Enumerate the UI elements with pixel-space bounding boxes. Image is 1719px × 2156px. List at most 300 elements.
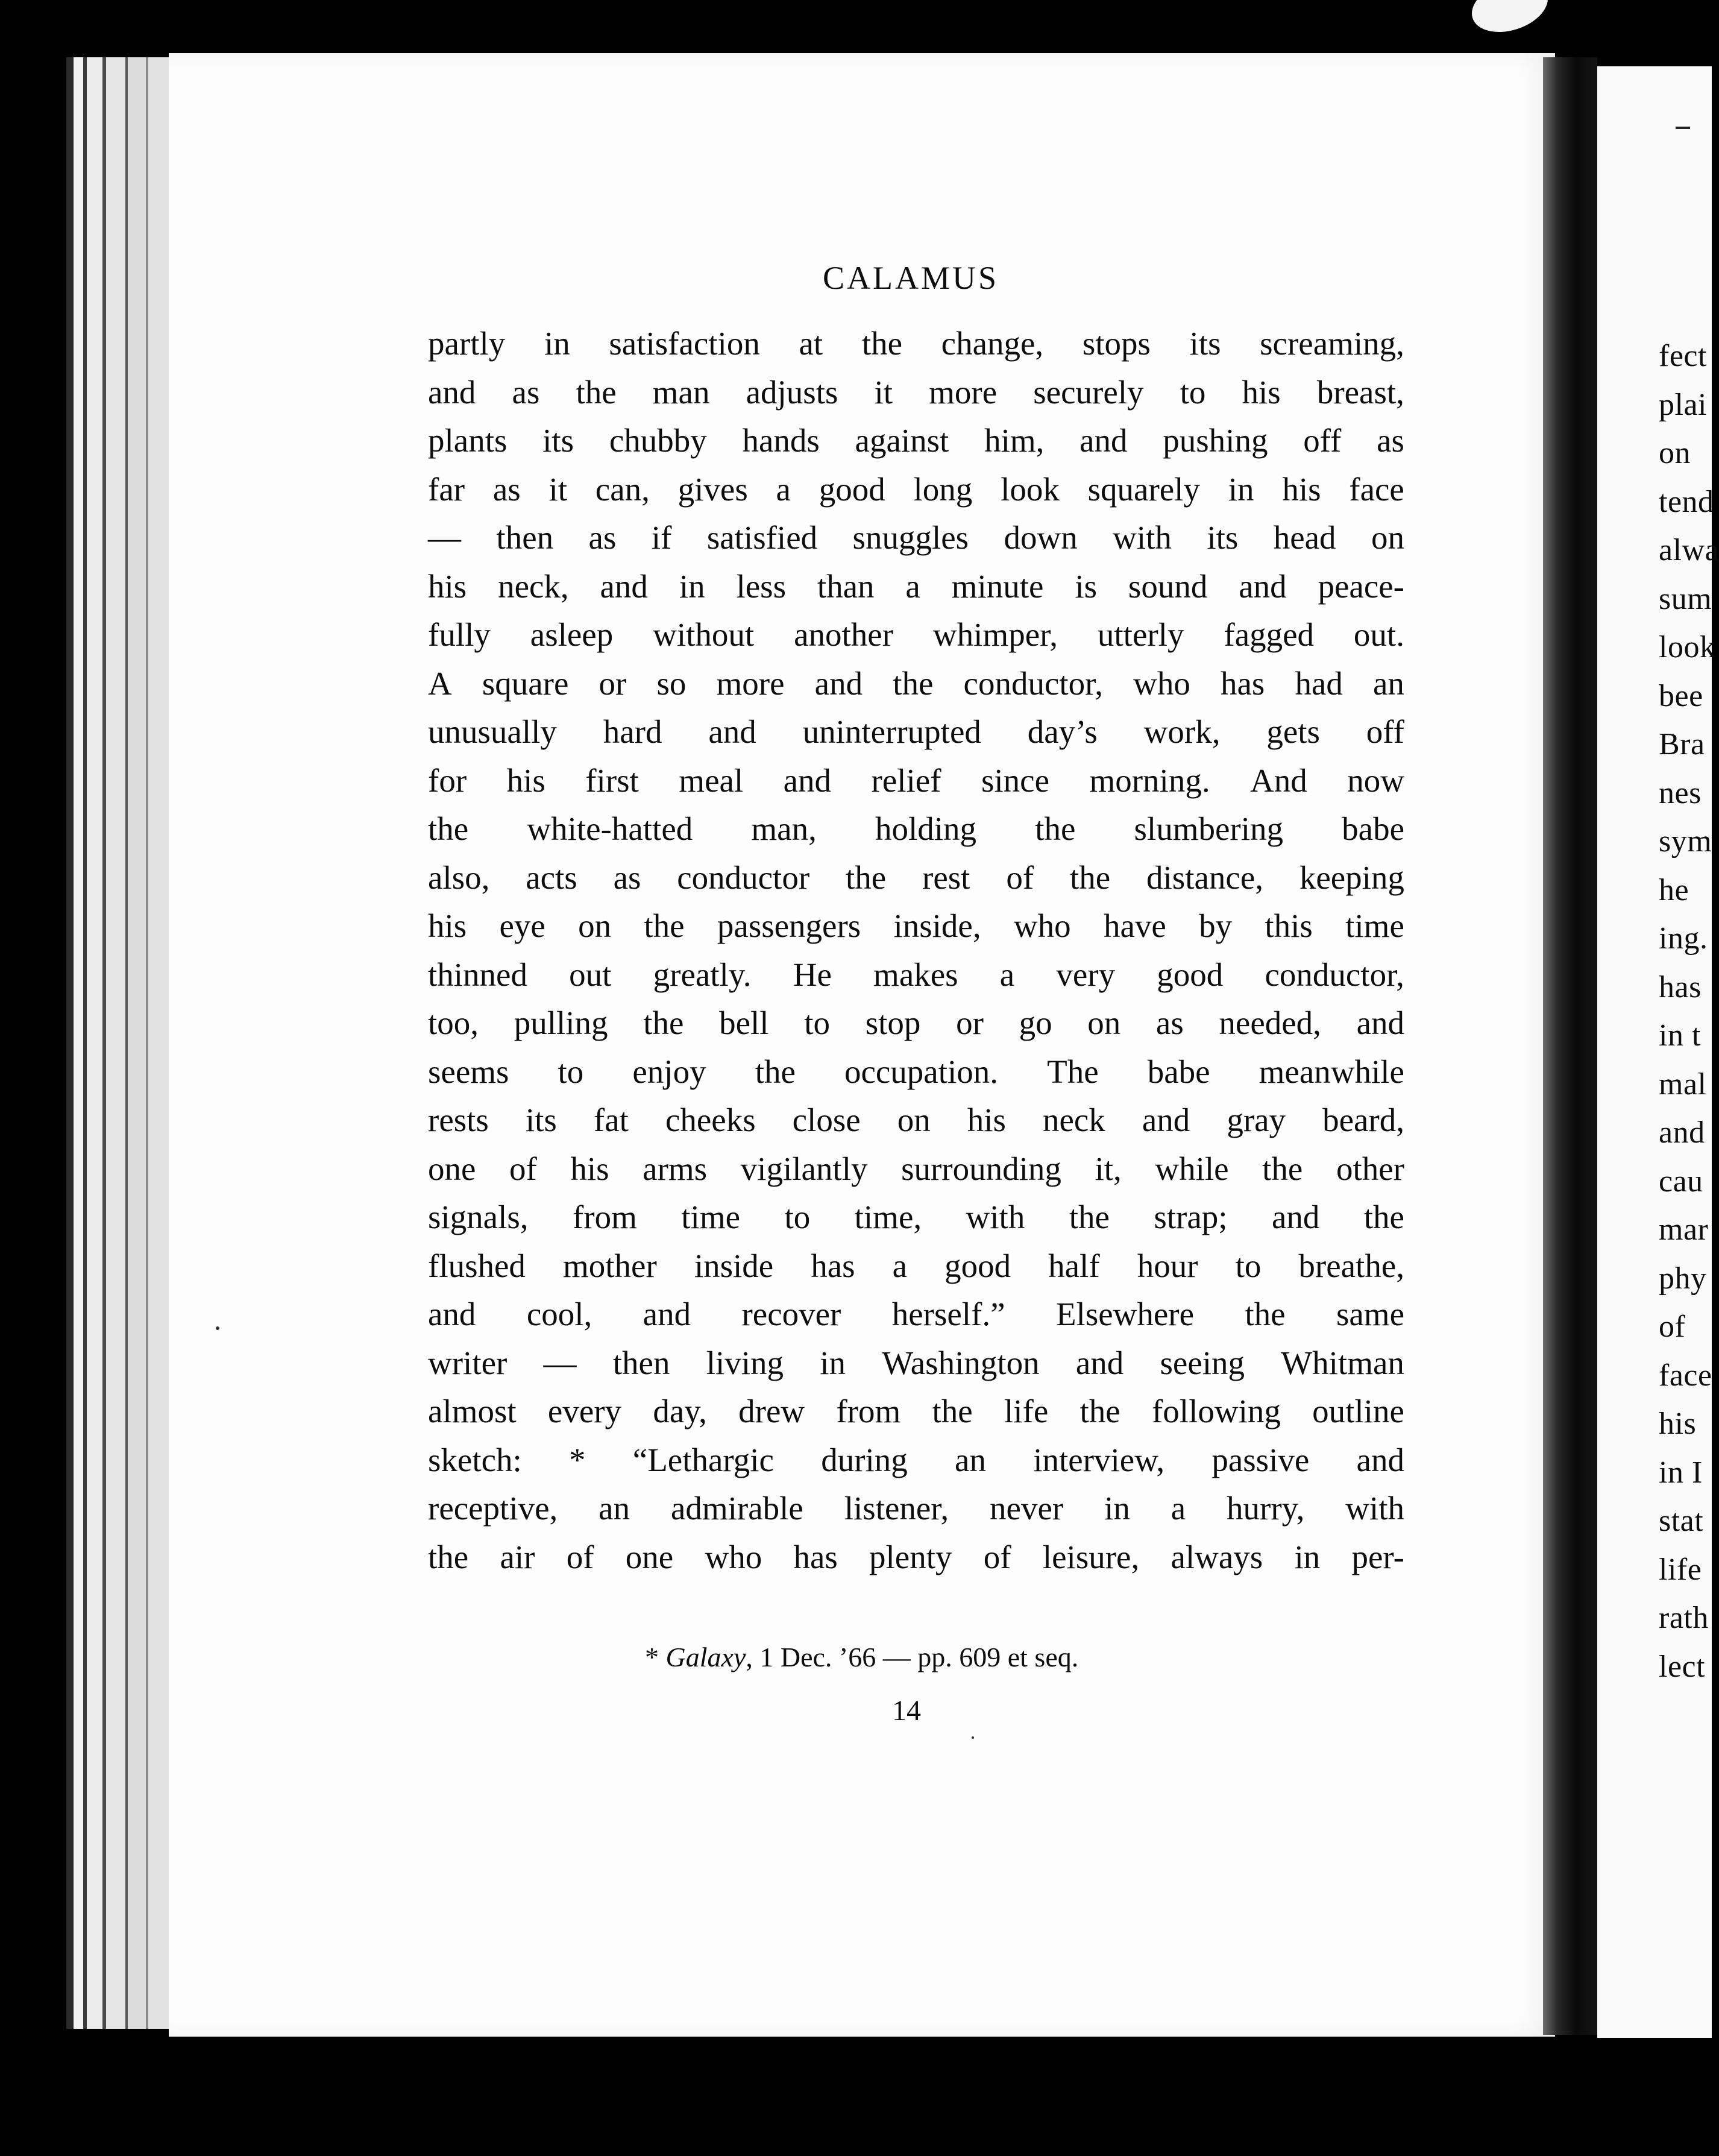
word: peace- — [1318, 567, 1404, 605]
word: screaming, — [1260, 325, 1404, 362]
word: him, — [984, 422, 1045, 459]
word: on — [1087, 1004, 1121, 1041]
word: this — [1265, 907, 1313, 944]
facing-page-fragment: and — [1659, 1115, 1705, 1150]
word: a — [1171, 1490, 1186, 1527]
text-line — [428, 1248, 1404, 1284]
word: good — [819, 470, 885, 508]
text-line — [428, 569, 1404, 605]
word: to — [1180, 373, 1206, 411]
word: flushed — [428, 1247, 526, 1284]
word: square — [482, 664, 569, 702]
word: day, — [653, 1393, 707, 1429]
word: A — [428, 664, 452, 702]
word: who — [1013, 907, 1071, 944]
word: and — [600, 567, 648, 605]
word: outline — [1312, 1393, 1404, 1429]
text-line — [428, 763, 1404, 799]
text-line — [428, 1345, 1404, 1381]
word: pushing — [1163, 422, 1268, 459]
footnote-journal: Galaxy — [665, 1642, 746, 1672]
text-line — [428, 860, 1404, 896]
word: receptive, — [428, 1490, 558, 1527]
word: unusually — [428, 713, 557, 750]
facing-page-fragment: Bra — [1659, 727, 1705, 761]
word: Elsewhere — [1055, 1296, 1194, 1332]
word: by — [1199, 907, 1233, 944]
word: The — [1047, 1053, 1099, 1090]
word: uninterrupted — [802, 713, 981, 750]
word: as — [512, 373, 540, 411]
word: with — [1113, 519, 1172, 556]
word: a — [999, 956, 1015, 993]
text-line — [428, 1490, 1404, 1527]
word: recover — [741, 1296, 841, 1332]
facing-page-fragment: plai — [1659, 387, 1707, 422]
word: inside — [694, 1247, 774, 1284]
word: almost — [428, 1393, 517, 1429]
word: in — [1104, 1490, 1130, 1527]
word: fagged — [1224, 616, 1315, 653]
text-line — [428, 1539, 1404, 1575]
word: per- — [1351, 1538, 1404, 1575]
word: with — [1345, 1490, 1404, 1527]
word: as — [492, 470, 521, 508]
word: squarely — [1087, 470, 1200, 508]
word: securely — [1033, 373, 1144, 411]
word: plenty — [869, 1538, 952, 1575]
word: in — [679, 567, 705, 605]
word: good — [944, 1247, 1011, 1284]
word: of — [1006, 859, 1034, 896]
word: it — [548, 470, 567, 508]
word: go — [1019, 1004, 1052, 1041]
word: one — [428, 1150, 476, 1187]
word: never — [990, 1490, 1064, 1527]
word: on — [578, 907, 612, 944]
word: has — [1220, 664, 1265, 702]
word: first — [585, 761, 639, 799]
word: to — [784, 1199, 811, 1235]
word: another — [794, 616, 894, 653]
word: its — [525, 1102, 557, 1138]
word: hard — [603, 713, 662, 750]
word: time — [1345, 907, 1404, 944]
word: more — [929, 373, 998, 411]
word: off — [1366, 713, 1404, 750]
word: as — [1377, 422, 1404, 459]
word: distance, — [1146, 859, 1263, 896]
word: and — [1356, 1004, 1404, 1041]
word: in — [1228, 470, 1254, 508]
word: out — [569, 956, 612, 993]
word: on — [1371, 519, 1404, 556]
word: and — [428, 373, 476, 411]
facing-page-fragment: stat — [1659, 1504, 1704, 1538]
word: so — [656, 664, 687, 702]
word: as — [1155, 1004, 1184, 1041]
word: morning. — [1089, 761, 1210, 799]
word: signals, — [428, 1199, 529, 1235]
word: meanwhile — [1259, 1053, 1404, 1090]
word: keeping — [1299, 859, 1404, 896]
text-line — [428, 714, 1404, 750]
word: and — [428, 1296, 476, 1332]
facing-page — [1597, 66, 1719, 2038]
word: thinned — [428, 956, 527, 993]
word: rests — [428, 1102, 489, 1138]
word: stop — [865, 1004, 921, 1041]
word: herself.” — [891, 1296, 1005, 1332]
word: enjoy — [632, 1053, 706, 1090]
facing-page-fragment: life — [1659, 1552, 1702, 1587]
word: from — [836, 1393, 901, 1429]
word: and — [1142, 1102, 1190, 1138]
word: vigilantly — [740, 1150, 868, 1187]
word: “Lethargic — [632, 1441, 774, 1478]
word: more — [716, 664, 785, 702]
word: his — [967, 1102, 1006, 1138]
facing-page-fragment: cau — [1659, 1164, 1703, 1199]
word: * — [569, 1441, 586, 1478]
facing-page-fragment: in I — [1659, 1455, 1703, 1490]
word: and — [1271, 1199, 1320, 1235]
page-edges — [66, 57, 172, 2029]
word: gets — [1266, 713, 1320, 750]
word: passengers — [717, 907, 861, 944]
facing-page-fragment: fect — [1659, 339, 1707, 373]
word: can, — [595, 470, 650, 508]
word: babe — [1342, 810, 1404, 847]
word: inside, — [893, 907, 981, 944]
text-line — [428, 520, 1404, 556]
word: it, — [1095, 1150, 1122, 1187]
word: Whitman — [1281, 1344, 1404, 1381]
word: plants — [428, 422, 508, 459]
word: the — [428, 810, 469, 847]
word: utterly — [1097, 616, 1184, 653]
word: its — [1207, 519, 1239, 556]
word: close — [792, 1102, 861, 1138]
word: his — [428, 567, 467, 605]
word: good — [1157, 956, 1224, 993]
word: He — [793, 956, 832, 993]
word: a — [905, 567, 920, 605]
facing-page-fragment: face — [1659, 1358, 1712, 1393]
word: is — [1075, 567, 1098, 605]
word: gives — [677, 470, 748, 508]
word: his — [570, 1150, 609, 1187]
word: for — [428, 761, 467, 799]
word: of — [509, 1150, 537, 1187]
word: time, — [854, 1199, 922, 1235]
word: bell — [719, 1004, 769, 1041]
word: one — [625, 1538, 674, 1575]
footnote — [645, 1641, 1078, 1673]
facing-page-fragment: lect — [1659, 1649, 1706, 1684]
word: same — [1336, 1296, 1404, 1332]
word: white-hatted — [527, 810, 693, 847]
word: breathe, — [1298, 1247, 1404, 1284]
text-line — [428, 374, 1404, 411]
facing-page-fragment: in t — [1659, 1018, 1701, 1053]
scan-artifact — [1465, 0, 1554, 41]
word: to — [804, 1004, 831, 1041]
word: a — [776, 470, 791, 508]
word: while — [1155, 1150, 1229, 1187]
word: conductor, — [963, 664, 1103, 702]
word: the — [1245, 1296, 1286, 1332]
word: his — [1242, 373, 1281, 411]
text-line — [428, 1393, 1404, 1429]
word: listener, — [844, 1490, 949, 1527]
facing-page-fragment: mal — [1659, 1067, 1707, 1102]
word: sketch: — [428, 1441, 522, 1478]
word: in — [544, 325, 570, 362]
facing-page-mark — [1676, 127, 1690, 129]
word: if — [651, 519, 672, 556]
facing-page-fragment: nes — [1659, 775, 1702, 810]
word: had — [1295, 664, 1343, 702]
word: man — [652, 373, 710, 411]
word: since — [981, 761, 1049, 799]
word: at — [799, 325, 823, 362]
word: its — [542, 422, 574, 459]
text-line — [428, 908, 1404, 944]
word: time — [681, 1199, 741, 1235]
word: cool, — [526, 1296, 592, 1332]
footnote-marker: * — [645, 1642, 666, 1672]
word: strap; — [1154, 1199, 1228, 1235]
word: to — [558, 1053, 584, 1090]
word: every — [547, 1393, 622, 1429]
word: Washington — [882, 1344, 1040, 1381]
text-line — [428, 1296, 1404, 1332]
word: its — [1189, 325, 1221, 362]
word: his — [428, 907, 467, 944]
word: against — [855, 422, 949, 459]
word: interview, — [1033, 1441, 1165, 1478]
word: look — [1001, 470, 1060, 508]
word: man, — [751, 810, 817, 847]
word: the — [1069, 859, 1111, 896]
facing-page-fragment: sum — [1659, 581, 1712, 616]
word: who — [1133, 664, 1190, 702]
word: — — [543, 1344, 577, 1381]
facing-page-fragment: of — [1659, 1310, 1686, 1344]
word: cheeks — [665, 1102, 756, 1138]
facing-page-fragment: he — [1659, 872, 1689, 907]
word: has — [793, 1538, 838, 1575]
word: other — [1336, 1150, 1404, 1187]
word: off — [1303, 422, 1342, 459]
facing-page-fragment: look — [1659, 630, 1716, 664]
word: an — [1372, 664, 1404, 702]
word: and — [1239, 567, 1287, 605]
word: admirable — [670, 1490, 803, 1527]
word: to — [1235, 1247, 1262, 1284]
book-gutter — [1543, 57, 1597, 2035]
word: adjusts — [746, 373, 838, 411]
word: the — [932, 1393, 973, 1429]
word: neck, — [498, 567, 569, 605]
text-line — [428, 1199, 1404, 1235]
word: than — [817, 567, 875, 605]
word: the — [861, 325, 903, 362]
word: seems — [428, 1053, 509, 1090]
text-line — [428, 617, 1404, 653]
word: a — [892, 1247, 908, 1284]
word: writer — [428, 1344, 508, 1381]
word: life — [1004, 1393, 1049, 1429]
word: snuggles — [852, 519, 969, 556]
word: always — [1171, 1538, 1263, 1575]
facing-page-fragment: has — [1659, 969, 1702, 1004]
word: the — [846, 859, 887, 896]
word: minute — [951, 567, 1044, 605]
word: day’s — [1027, 713, 1098, 750]
text-line — [428, 471, 1404, 508]
word: rest — [922, 859, 970, 896]
text-line — [428, 666, 1404, 702]
word: then — [612, 1344, 670, 1381]
word: and — [1356, 1441, 1404, 1478]
word: during — [821, 1441, 908, 1478]
word: fat — [593, 1102, 629, 1138]
word: head — [1273, 519, 1336, 556]
word: relief — [871, 761, 941, 799]
word: mother — [562, 1247, 657, 1284]
word: air — [500, 1538, 535, 1575]
word: the — [755, 1053, 796, 1090]
text-line — [428, 1005, 1404, 1041]
text-line — [428, 1054, 1404, 1090]
word: long — [913, 470, 973, 508]
word: of — [566, 1538, 594, 1575]
word: makes — [873, 956, 958, 993]
word: has — [811, 1247, 855, 1284]
word: then — [496, 519, 554, 556]
word: as — [588, 519, 617, 556]
word: conductor, — [1265, 956, 1404, 993]
word: partly — [428, 325, 506, 362]
word: neck — [1042, 1102, 1105, 1138]
word: the — [1079, 1393, 1120, 1429]
word: meal — [679, 761, 744, 799]
word: or — [956, 1004, 984, 1041]
word: now — [1347, 761, 1404, 799]
word: the — [1035, 810, 1076, 847]
word: acts — [526, 859, 577, 896]
word: with — [966, 1199, 1025, 1235]
word: the — [644, 907, 685, 944]
facing-page-fragment: his — [1659, 1407, 1697, 1441]
word: living — [706, 1344, 784, 1381]
word: the — [428, 1538, 469, 1575]
word: the — [1262, 1150, 1303, 1187]
word: the — [1069, 1199, 1110, 1235]
word: occupation. — [844, 1053, 999, 1090]
facing-page-fragment: alwa — [1659, 533, 1719, 567]
word: the — [576, 373, 617, 411]
text-line — [428, 326, 1404, 362]
word: And — [1250, 761, 1307, 799]
word: down — [1004, 519, 1078, 556]
word: an — [955, 1441, 986, 1478]
word: it — [874, 373, 893, 411]
word: or — [599, 664, 627, 702]
footnote-citation: , 1 Dec. ’66 — pp. 609 et seq. — [746, 1642, 1079, 1672]
facing-page-fragment: ing. — [1659, 921, 1708, 956]
word: the — [1363, 1199, 1404, 1235]
word: satisfaction — [609, 325, 760, 362]
word: too, — [428, 1004, 479, 1041]
word: far — [428, 470, 465, 508]
word: arms — [643, 1150, 708, 1187]
word: and — [643, 1296, 691, 1332]
word: conductor — [677, 859, 810, 896]
word: and — [783, 761, 832, 799]
word: asleep — [530, 616, 614, 653]
word: in — [820, 1344, 846, 1381]
word: leisure, — [1042, 1538, 1140, 1575]
word: fully — [428, 616, 491, 653]
word: very — [1056, 956, 1116, 993]
word: face — [1349, 470, 1404, 508]
text-line — [428, 1442, 1404, 1478]
page-number: 14 — [892, 1695, 921, 1727]
word: slumbering — [1134, 810, 1284, 847]
word: seeing — [1160, 1344, 1245, 1381]
word: — — [428, 519, 461, 556]
word: in — [1294, 1538, 1321, 1575]
facing-page-fragment: tend — [1659, 484, 1714, 519]
word: holding — [875, 810, 977, 847]
word: whimper, — [932, 616, 1058, 653]
word: have — [1103, 907, 1166, 944]
word: the — [643, 1004, 684, 1041]
facing-page-fragment: bee — [1659, 678, 1703, 713]
facing-page-fragment: phy — [1659, 1261, 1707, 1296]
word: hurry, — [1227, 1490, 1305, 1527]
word: pulling — [514, 1004, 608, 1041]
word: breast, — [1316, 373, 1404, 411]
word: and — [708, 713, 756, 750]
word: and — [1079, 422, 1128, 459]
text-line — [428, 1102, 1404, 1138]
word: satisfied — [706, 519, 818, 556]
word: eye — [499, 907, 545, 944]
word: beard, — [1322, 1102, 1404, 1138]
word: gray — [1227, 1102, 1286, 1138]
word: his — [1282, 470, 1321, 508]
word: following — [1151, 1393, 1281, 1429]
facing-page-fragment: rath — [1659, 1601, 1709, 1635]
word: as — [613, 859, 641, 896]
word: less — [736, 567, 786, 605]
word: babe — [1147, 1053, 1210, 1090]
scan-speck — [216, 1326, 219, 1330]
word: from — [572, 1199, 637, 1235]
word: greatly. — [653, 956, 752, 993]
facing-page-fragment: sym — [1659, 824, 1712, 859]
word: without — [653, 616, 755, 653]
word: sound — [1128, 567, 1208, 605]
word: hour — [1137, 1247, 1198, 1284]
word: needed, — [1219, 1004, 1321, 1041]
word: stops — [1082, 325, 1151, 362]
word: work, — [1143, 713, 1221, 750]
